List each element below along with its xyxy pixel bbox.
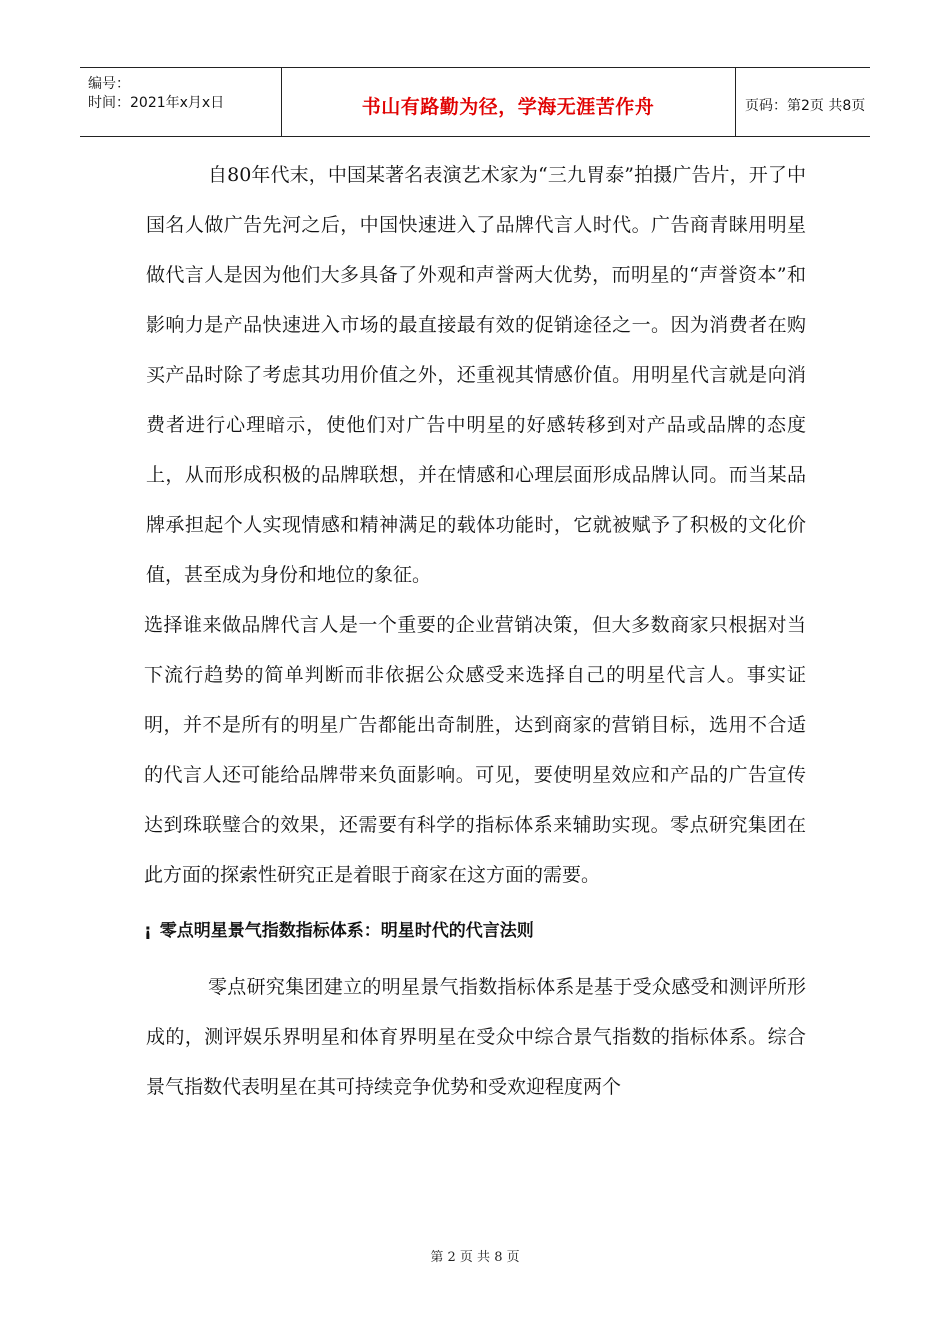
motto-text: 书山有路勤为径，学海无涯苦作舟 [361,96,655,118]
bullet-icon: ¡ [144,921,152,941]
page-footer: 第 2 页 共 8 页 [430,1250,520,1265]
section-heading [144,900,806,962]
date-label: 时间：2021年x月x日 [88,95,225,111]
serial-number-label: 编号： [88,76,130,92]
body-paragraph-2: 选择谁来做品牌代言人是一个重要的企业营销决策，但大多数商家只根据对当下流行趋势的简单判断而非依据公众感受来选择自己的明星代言人。事实证明，并不是所有的明星广告都能出奇制胜，达到商家的营销目标，选用不合适的代言人还可能给品牌带来负面影响。可见，要使明星效应和产品的广告宣传达到珠联璧合的效果，还需要有科学的指标体系来辅助实现。零点研究集团在此方面的探索性研究正是着眼于商家在这方面的需要。 [144,614,806,886]
section-heading-text: 零点明星景气指数指标体系：明星时代的代言法则 [159,921,534,941]
header-motto-cell [281,68,736,136]
page-info: 页码：第2页 共8页 [745,98,866,114]
body-paragraph-3: 零点研究集团建立的明星景气指数指标体系是基于受众感受和测评所形成的，测评娱乐界明星和体育界明星在受众中综合景气指数的指标体系。综合景气指数代表明星在其可持续竞争优势和受欢迎程度两个 [146,976,806,1098]
document-header [80,67,870,137]
document-body [146,150,806,1112]
header-meta-cell [80,68,282,136]
header-page-cell [735,68,870,136]
body-paragraph-1: 自80年代末，中国某著名表演艺术家为“三九胃泰”拍摄广告片，开了中国名人做广告先河之后，中国快速进入了品牌代言人时代。广告商青睐用明星做代言人是因为他们大多具备了外观和声誉两大优势，而明星的“声誉资本”和影响力是产品快速进入市场的最直接最有效的促销途径之一。因为消费者在购买产品时除了考虑其功用价值之外，还重视其情感价值。用明星代言就是向消费者进行心理暗示，使他们对广告中明星的好感转移到对产品或品牌的态度上，从而形成积极的品牌联想，并在情感和心理层面形成品牌认同。而当某品牌承担起个人实现情感和精神满足的载体功能时，它就被赋予了积极的文化价值，甚至成为身份和地位的象征。 [146,164,806,586]
